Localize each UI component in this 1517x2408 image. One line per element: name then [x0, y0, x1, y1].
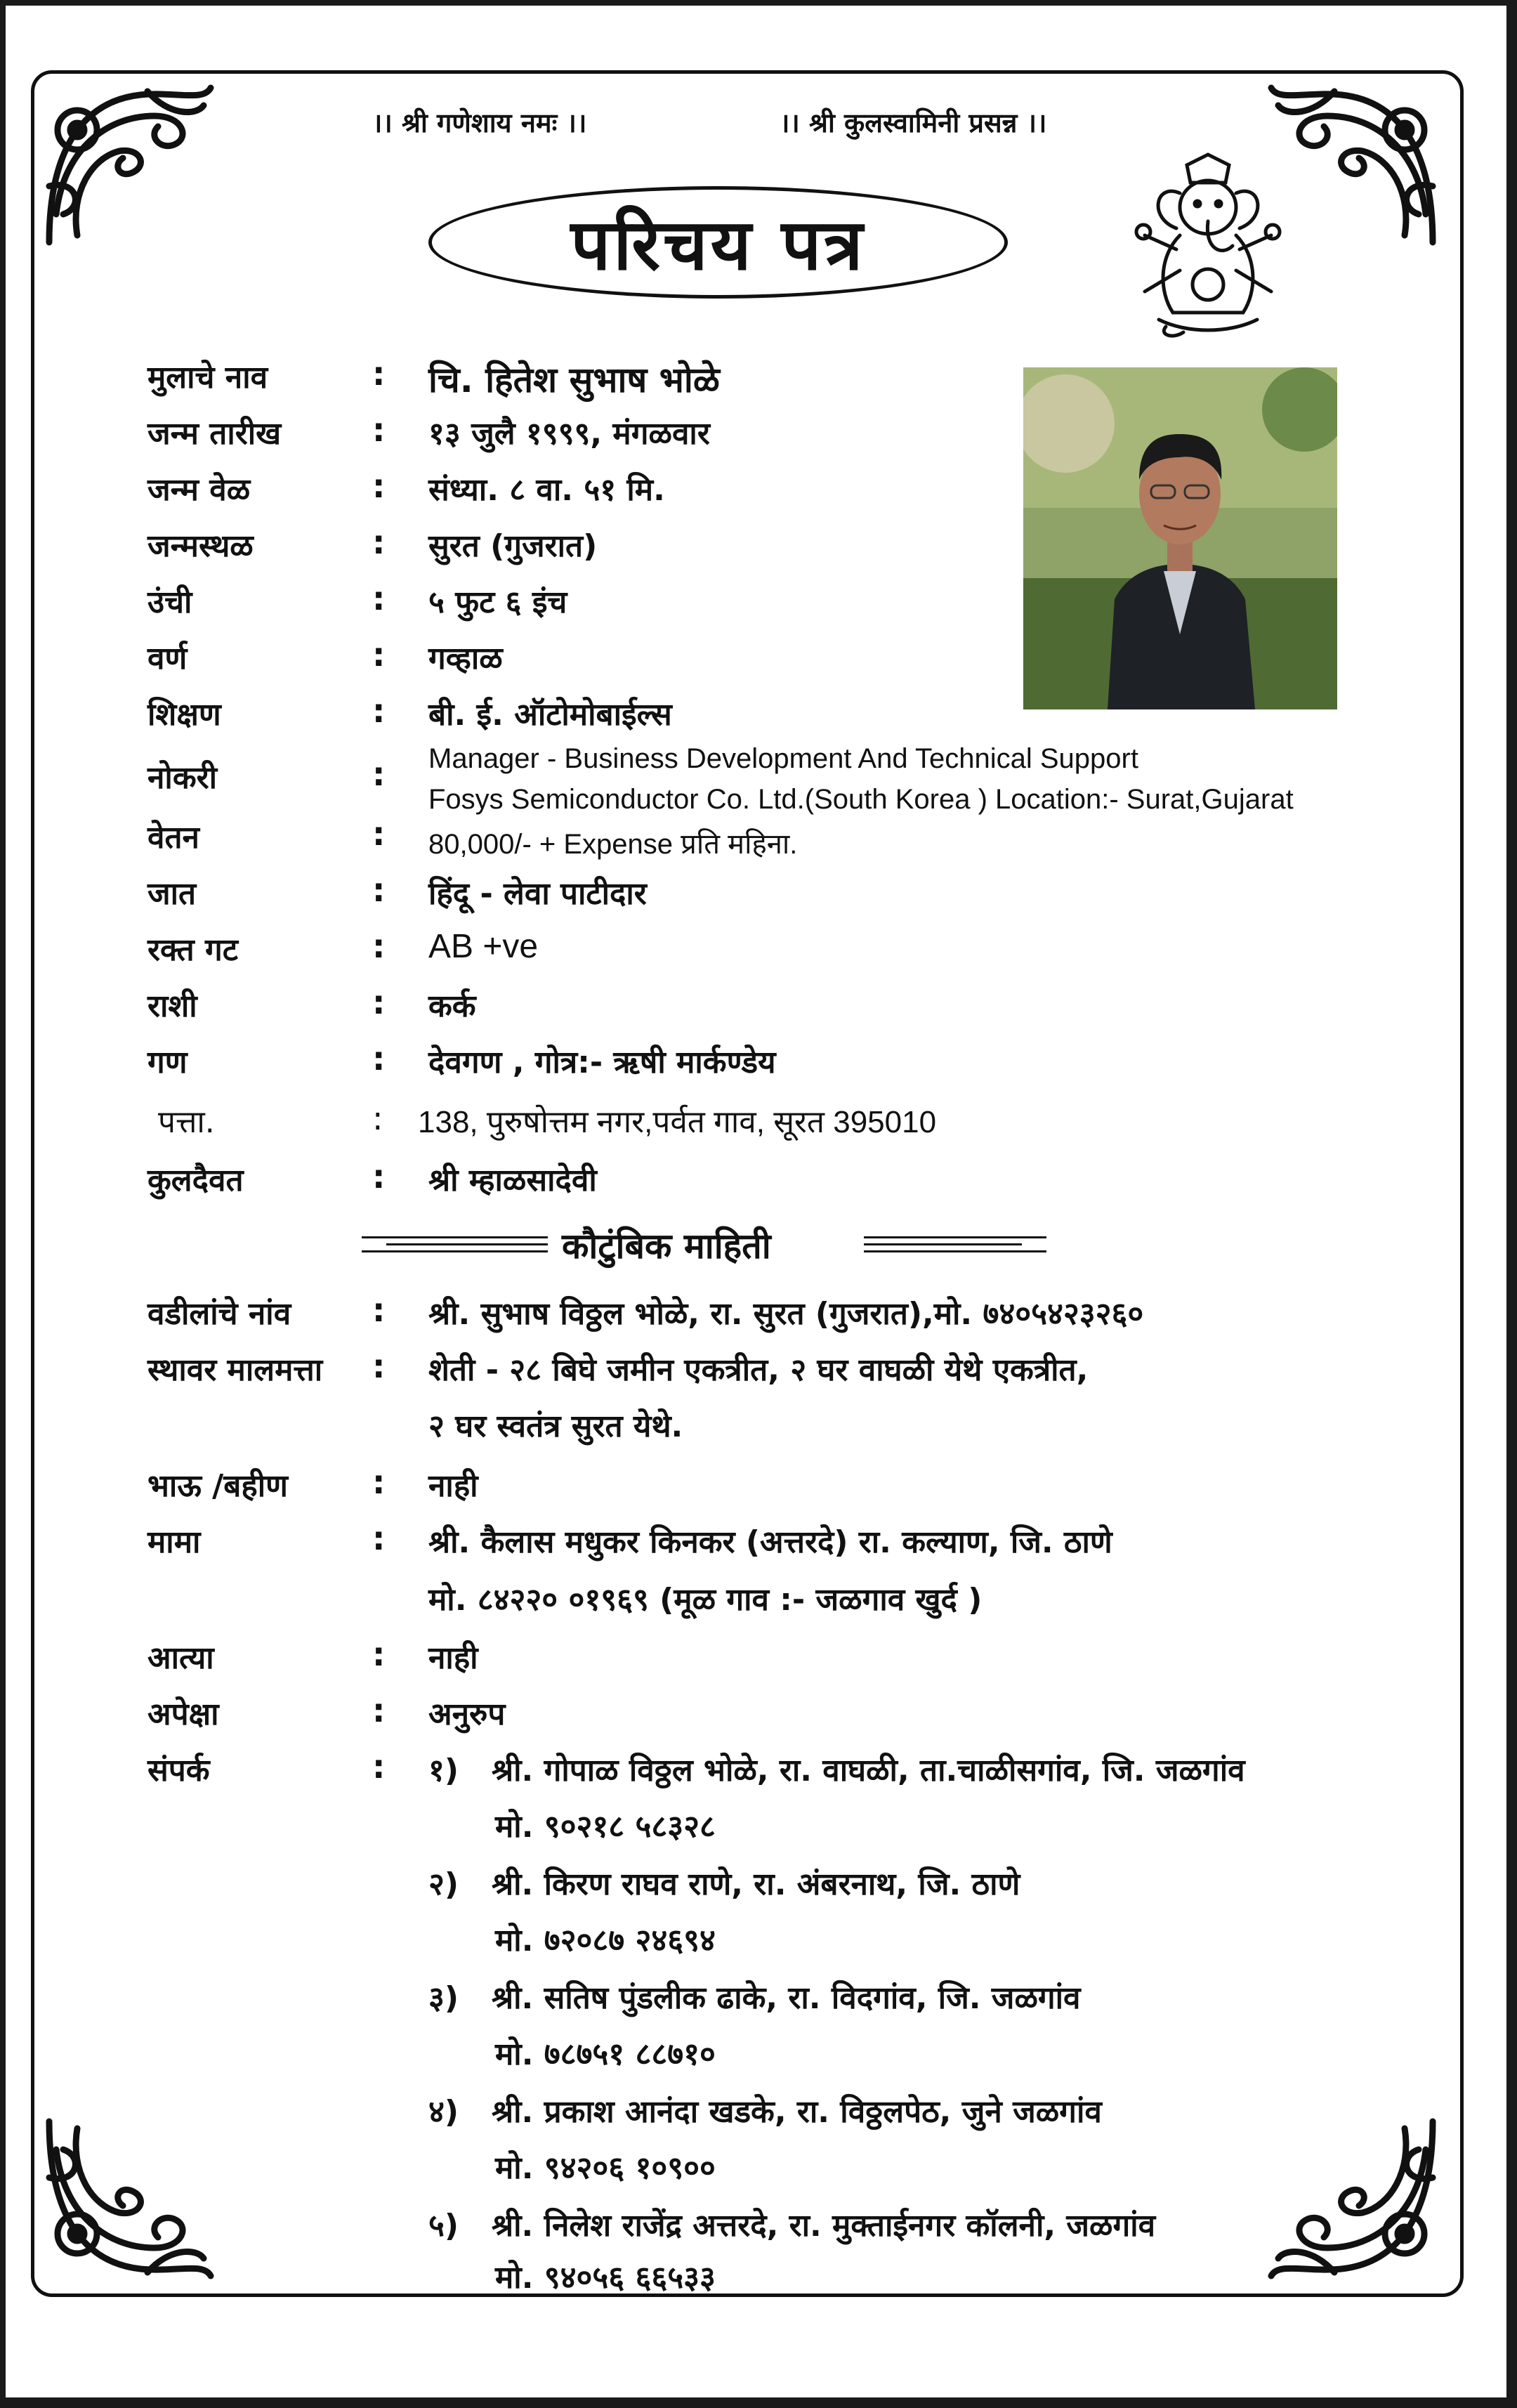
contact-mobile: मो. ७८७५१ ८८७१०	[495, 2036, 716, 2072]
contact-number: १)	[428, 1753, 459, 1788]
label-birth-time: जन्म वेळ	[147, 472, 251, 508]
divider-line	[386, 1243, 548, 1245]
colon: :	[372, 815, 386, 853]
label-salary: वेतन	[147, 820, 199, 856]
value-blood-group: AB +ve	[428, 928, 539, 965]
row-rashi	[0, 983, 1517, 1033]
value-caste: हिंदू - लेवा पाटीदार	[428, 876, 647, 912]
contact-number: ४)	[428, 2094, 459, 2130]
label-atya: आत्या	[147, 1640, 214, 1676]
value-father: श्री. सुभाष विठ्ठल भोळे, रा. सुरत (गुजरात),मो. ७४०५४२३२६०	[428, 1296, 1144, 1332]
row-father	[0, 1291, 1517, 1340]
label-education: शिक्षण	[147, 697, 221, 733]
contact-number: ३)	[428, 1980, 459, 2016]
colon: :	[372, 580, 386, 617]
value-salary: 80,000/- + Expense प्रति महिना.	[428, 829, 798, 860]
corner-ornament-bottom-left-icon	[35, 2107, 218, 2290]
value-education: बी. ई. ऑटोमोबाईल्स	[428, 697, 672, 733]
colon: :	[372, 523, 386, 561]
row-birth-time	[0, 467, 1517, 516]
label-blood-group: रक्त गट	[147, 932, 238, 968]
row-caste	[0, 871, 1517, 920]
divider-line	[864, 1243, 1022, 1245]
label-caste: जात	[147, 876, 197, 912]
colon: :	[372, 1291, 386, 1329]
value-height: ५ फुट ६ इंच	[428, 584, 567, 620]
row-address	[0, 1099, 1517, 1149]
value-mama-line1: श्री. कैलास मधुकर किनकर (अत्तरदे) रा. कल्याण, जि. ठाणे	[428, 1524, 1112, 1560]
value-birth-place: सुरत (गुजरात)	[428, 528, 598, 564]
contact-name: श्री. सतिष पुंडलीक ढाके, रा. विदगांव, जि. जळगांव	[492, 1980, 1081, 2016]
value-siblings: नाही	[428, 1468, 478, 1504]
row-siblings	[0, 1463, 1517, 1512]
value-birth-time: संध्या. ८ वा. ५१ मि.	[428, 472, 665, 508]
divider-line	[864, 1250, 1046, 1252]
row-kuldaivat	[0, 1158, 1517, 1207]
colon: :	[372, 1519, 386, 1557]
value-complexion: गव्हाळ	[428, 641, 503, 676]
label-father: वडीलांचे नांव	[147, 1296, 291, 1332]
label-siblings: भाऊ /बहीण	[147, 1468, 288, 1504]
value-job-title: Manager - Business Development And Technical Support	[428, 743, 1138, 774]
contact-mobile: मो. ७२०८७ २४६९४	[495, 1923, 716, 1958]
contact-number: ५)	[428, 2208, 459, 2244]
contact-mobile: मो. ९०२१८ ५८३२८	[495, 1809, 716, 1845]
colon: :	[372, 1099, 383, 1137]
corner-ornament-bottom-right-icon	[1264, 2107, 1447, 2290]
label-gan: गण	[147, 1045, 188, 1080]
value-gan: देवगण , गोत्र:- ऋषी मार्कण्डेय	[428, 1045, 776, 1080]
contact-number: २)	[428, 1866, 459, 1902]
label-rashi: राशी	[147, 988, 197, 1024]
row-education	[0, 692, 1517, 741]
row-salary	[0, 815, 1517, 864]
invocation-ganesha: ।। श्री गणेशाय नमः ।।	[372, 107, 587, 138]
corner-ornament-top-left-icon	[35, 74, 218, 256]
label-contact: संपर्क	[147, 1753, 210, 1788]
row-blood-group	[0, 927, 1517, 976]
invocation-kulswamini: ।। श्री कुलस्वामिनी प्रसन्न ।।	[780, 107, 1047, 138]
contact-mobile: मो. ९४०५६ ६६५३३	[495, 2260, 716, 2296]
colon: :	[372, 411, 386, 449]
colon: :	[372, 983, 386, 1021]
contact-name: श्री. प्रकाश आनंदा खडके, रा. विठ्ठलपेठ, जुने जळगांव	[492, 2094, 1102, 2130]
value-expectation: अनुरुप	[428, 1696, 506, 1732]
label-address: पत्ता.	[158, 1104, 215, 1140]
value-property-line2: २ घर स्वतंत्र सुरत येथे.	[428, 1408, 683, 1444]
colon: :	[372, 355, 386, 393]
colon: :	[372, 755, 386, 793]
row-expectation	[0, 1692, 1517, 1741]
label-mama: मामा	[147, 1524, 201, 1560]
ganesha-icon	[1117, 151, 1299, 341]
colon: :	[372, 871, 386, 909]
label-kuldaivat: कुलदैवत	[147, 1163, 244, 1198]
title-oval	[428, 186, 1008, 299]
row-mama	[0, 1519, 1517, 1569]
colon: :	[372, 1463, 386, 1501]
label-property: स्थावर मालमत्ता	[147, 1352, 323, 1388]
colon: :	[372, 1635, 386, 1673]
row-birth-place	[0, 523, 1517, 572]
colon: :	[372, 1692, 386, 1729]
row-gan	[0, 1040, 1517, 1089]
label-birth-place: जन्मस्थळ	[147, 528, 254, 564]
label-job: नोकरी	[147, 760, 217, 796]
colon: :	[372, 1347, 386, 1385]
value-atya: नाही	[428, 1640, 478, 1676]
colon: :	[372, 1040, 386, 1078]
value-property-line1: शेती - २८ बिघे जमीन एकत्रीत, २ घर वाघळी येथे एकत्रीत,	[428, 1352, 1089, 1388]
row-atya	[0, 1635, 1517, 1684]
value-mama-line2: मो. ८४२२० ०१९६९ (मूळ गाव :- जळगाव खुर्द )	[428, 1582, 983, 1618]
value-job-company: Fosys Semiconductor Co. Ltd.(South Korea ) Location:- Surat,Gujarat	[428, 784, 1294, 815]
label-name: मुलाचे नाव	[147, 360, 268, 395]
value-dob: १३ जुलै १९९९, मंगळवार	[428, 416, 710, 452]
row-dob	[0, 411, 1517, 460]
family-section-title: कौटुंबिक माहिती	[562, 1226, 771, 1267]
contact-name: श्री. निलेश राजेंद्र अत्तरदे, रा. मुक्ताईनगर कॉलनी, जळगांव	[492, 2208, 1156, 2244]
value-kuldaivat: श्री म्हाळसादेवी	[428, 1163, 597, 1198]
colon: :	[372, 927, 386, 965]
colon: :	[372, 636, 386, 674]
page-title: परिचय पत्र	[570, 203, 866, 286]
contact-name: श्री. गोपाळ विठ्ठल भोळे, रा. वाघळी, ता.चाळीसगांव, जि. जळगांव	[492, 1753, 1245, 1788]
row-property	[0, 1347, 1517, 1396]
colon: :	[372, 692, 386, 730]
row-name	[0, 355, 1517, 404]
label-complexion: वर्ण	[147, 641, 188, 676]
divider-line	[864, 1236, 1046, 1238]
label-expectation: अपेक्षा	[147, 1696, 219, 1732]
label-dob: जन्म तारीख	[147, 416, 282, 452]
contact-name: श्री. किरण राघव राणे, रा. अंबरनाथ, जि. ठाणे	[492, 1866, 1020, 1902]
colon: :	[372, 1748, 386, 1786]
family-section-heading	[0, 1221, 1517, 1270]
colon: :	[372, 467, 386, 505]
value-rashi: कर्क	[428, 988, 476, 1024]
value-address: 138, पुरुषोत्तम नगर,पर्वत गाव, सूरत 395010	[418, 1105, 937, 1139]
divider-line	[362, 1236, 548, 1238]
divider-line	[362, 1250, 548, 1252]
row-height	[0, 580, 1517, 629]
colon: :	[372, 1158, 386, 1196]
contact-mobile: मो. ९४२०६ १०९००	[495, 2150, 716, 2186]
label-height: उंची	[147, 584, 192, 620]
value-name: चि. हितेश सुभाष भोळे	[428, 360, 720, 400]
row-complexion	[0, 636, 1517, 685]
